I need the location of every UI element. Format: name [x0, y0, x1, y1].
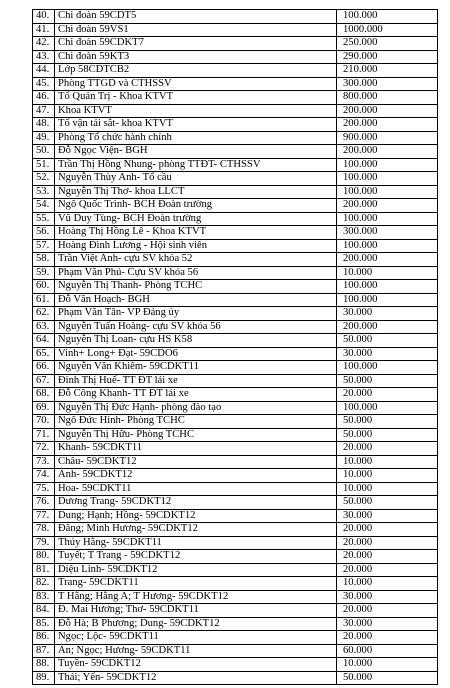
row-number: 89. — [33, 671, 55, 685]
row-number: 85. — [33, 617, 55, 631]
row-number: 47. — [33, 104, 55, 118]
row-number: 72. — [33, 442, 55, 456]
donation-amount: 20.000 — [337, 536, 438, 550]
donor-name: Đinh Thị Huế- TT ĐT lái xe — [55, 374, 337, 388]
row-number: 65. — [33, 347, 55, 361]
donor-name: Chi đoàn 59KT3 — [55, 50, 337, 64]
table-row — [33, 185, 438, 199]
donor-name: Chi đoàn 59VS1 — [55, 23, 337, 37]
row-number: 70. — [33, 415, 55, 429]
donation-amount: 10.000 — [337, 658, 438, 672]
donation-amount: 60.000 — [337, 644, 438, 658]
row-number: 73. — [33, 455, 55, 469]
donation-amount: 20.000 — [337, 563, 438, 577]
table-row — [33, 482, 438, 496]
donor-name: Tổ Quản Trị - Khoa KTVT — [55, 91, 337, 105]
donor-name: Phòng Tổ chức hành chính — [55, 131, 337, 145]
donor-name: Thái; Yến- 59CDKT12 — [55, 671, 337, 685]
row-number: 57. — [33, 239, 55, 253]
row-number: 75. — [33, 482, 55, 496]
row-number: 87. — [33, 644, 55, 658]
table-row — [33, 334, 438, 348]
table-row — [33, 50, 438, 64]
donor-name: Nguyễn Thị Hữu- Phòng TCHC — [55, 428, 337, 442]
row-number: 79. — [33, 536, 55, 550]
donation-amount: 10.000 — [337, 482, 438, 496]
row-number: 88. — [33, 658, 55, 672]
table-row — [33, 523, 438, 537]
donation-table-body — [33, 10, 438, 685]
table-row — [33, 239, 438, 253]
table-row — [33, 563, 438, 577]
donor-name: Hoàng Đình Lương - Hội sinh viên — [55, 239, 337, 253]
table-row — [33, 658, 438, 672]
donation-amount: 300.000 — [337, 77, 438, 91]
donation-amount: 50.000 — [337, 671, 438, 685]
table-row — [33, 631, 438, 645]
table-row — [33, 671, 438, 685]
donation-amount: 20.000 — [337, 631, 438, 645]
donation-amount: 100.000 — [337, 10, 438, 24]
donor-name: Tuyết; T Trang - 59CDKT12 — [55, 550, 337, 564]
donation-amount: 20.000 — [337, 442, 438, 456]
donation-amount: 30.000 — [337, 590, 438, 604]
row-number: 55. — [33, 212, 55, 226]
donation-table — [32, 9, 438, 685]
row-number: 54. — [33, 199, 55, 213]
table-row — [33, 293, 438, 307]
donation-amount: 210.000 — [337, 64, 438, 78]
donor-name: Đ. Mai Hương; Thơ- 59CDKT11 — [55, 604, 337, 618]
table-row — [33, 212, 438, 226]
table-row — [33, 226, 438, 240]
row-number: 60. — [33, 280, 55, 294]
donation-amount: 100.000 — [337, 280, 438, 294]
donor-name: Chi đoàn 59CDKT7 — [55, 37, 337, 51]
table-row — [33, 145, 438, 159]
row-number: 40. — [33, 10, 55, 24]
donation-amount: 30.000 — [337, 509, 438, 523]
row-number: 43. — [33, 50, 55, 64]
donation-amount: 100.000 — [337, 158, 438, 172]
donor-name: Phòng TTGD và CTHSSV — [55, 77, 337, 91]
donation-amount: 290.000 — [337, 50, 438, 64]
table-row — [33, 496, 438, 510]
row-number: 48. — [33, 118, 55, 132]
row-number: 76. — [33, 496, 55, 510]
row-number: 44. — [33, 64, 55, 78]
table-row — [33, 401, 438, 415]
donor-name: Nguyễn Tuấn Hoàng- cựu SV khóa 56 — [55, 320, 337, 334]
donation-amount: 20.000 — [337, 550, 438, 564]
row-number: 77. — [33, 509, 55, 523]
donation-amount: 100.000 — [337, 185, 438, 199]
donation-amount: 900.000 — [337, 131, 438, 145]
table-row — [33, 172, 438, 186]
donor-name: Ngô Đức Hinh- Phòng TCHC — [55, 415, 337, 429]
row-number: 53. — [33, 185, 55, 199]
table-row — [33, 509, 438, 523]
donor-name: Đỗ Công Khanh- TT ĐT lái xe — [55, 388, 337, 402]
table-row — [33, 158, 438, 172]
row-number: 62. — [33, 307, 55, 321]
table-row — [33, 91, 438, 105]
donor-name: Trang- 59CDKT11 — [55, 577, 337, 591]
table-row — [33, 577, 438, 591]
table-row — [33, 442, 438, 456]
table-row — [33, 23, 438, 37]
table-row — [33, 104, 438, 118]
donation-amount: 200.000 — [337, 118, 438, 132]
donation-list-document — [0, 9, 450, 685]
donor-name: Châu- 59CDKT12 — [55, 455, 337, 469]
donor-name: Dung; Hạnh; Hồng- 59CDKT12 — [55, 509, 337, 523]
row-number: 42. — [33, 37, 55, 51]
table-row — [33, 455, 438, 469]
donor-name: Phạm Văn Tân- VP Đảng ủy — [55, 307, 337, 321]
table-row — [33, 320, 438, 334]
row-number: 74. — [33, 469, 55, 483]
table-row — [33, 10, 438, 24]
donation-amount: 20.000 — [337, 388, 438, 402]
row-number: 68. — [33, 388, 55, 402]
table-row — [33, 347, 438, 361]
table-row — [33, 361, 438, 375]
row-number: 78. — [33, 523, 55, 537]
donation-amount: 100.000 — [337, 361, 438, 375]
table-row — [33, 37, 438, 51]
donation-amount: 100.000 — [337, 172, 438, 186]
row-number: 69. — [33, 401, 55, 415]
donation-amount: 50.000 — [337, 496, 438, 510]
table-row — [33, 644, 438, 658]
table-row — [33, 536, 438, 550]
donor-name: An; Ngọc; Hương- 59CDKT11 — [55, 644, 337, 658]
row-number: 71. — [33, 428, 55, 442]
row-number: 81. — [33, 563, 55, 577]
donor-name: Vũ Duy Tùng- BCH Đoàn trường — [55, 212, 337, 226]
row-number: 64. — [33, 334, 55, 348]
table-row — [33, 266, 438, 280]
donor-name: Nguyễn Thị Thơ- khoa LLCT — [55, 185, 337, 199]
donor-name: Lớp 58CDTCB2 — [55, 64, 337, 78]
donation-amount: 800.000 — [337, 91, 438, 105]
donation-amount: 20.000 — [337, 604, 438, 618]
donation-amount: 300.000 — [337, 226, 438, 240]
donor-name: Diệu Linh- 59CDKT12 — [55, 563, 337, 577]
donor-name: Hoàng Thị Hồng Lê - Khoa KTVT — [55, 226, 337, 240]
donor-name: Đỗ Ngọc Viện- BGH — [55, 145, 337, 159]
table-row — [33, 131, 438, 145]
donor-name: Nguyễn Văn Khiêm- 59CDKT11 — [55, 361, 337, 375]
row-number: 61. — [33, 293, 55, 307]
table-row — [33, 374, 438, 388]
donor-name: Trần Thị Hồng Nhung- phòng TTĐT- CTHSSV — [55, 158, 337, 172]
table-row — [33, 64, 438, 78]
table-row — [33, 590, 438, 604]
donor-name: Đỗ Văn Hoạch- BGH — [55, 293, 337, 307]
donation-amount: 10.000 — [337, 469, 438, 483]
donation-amount: 50.000 — [337, 374, 438, 388]
table-row — [33, 307, 438, 321]
table-row — [33, 118, 438, 132]
table-row — [33, 617, 438, 631]
donation-amount: 100.000 — [337, 239, 438, 253]
row-number: 50. — [33, 145, 55, 159]
donor-name: Trần Việt Anh- cựu SV khóa 52 — [55, 253, 337, 267]
table-row — [33, 388, 438, 402]
row-number: 82. — [33, 577, 55, 591]
row-number: 86. — [33, 631, 55, 645]
row-number: 66. — [33, 361, 55, 375]
donation-amount: 100.000 — [337, 293, 438, 307]
donor-name: Thúy Hằng- 59CDKT11 — [55, 536, 337, 550]
row-number: 51. — [33, 158, 55, 172]
donor-name: Hoa- 59CDKT11 — [55, 482, 337, 496]
donation-amount: 50.000 — [337, 334, 438, 348]
donor-name: Phạm Văn Phú- Cựu SV khóa 56 — [55, 266, 337, 280]
donation-amount: 100.000 — [337, 212, 438, 226]
donation-amount: 30.000 — [337, 347, 438, 361]
donor-name: Đỗ Hà; B Phương; Dung- 59CDKT12 — [55, 617, 337, 631]
donor-name: Tổ vận tải sắt- khoa KTVT — [55, 118, 337, 132]
donor-name: Ngọc; Lộc- 59CDKT11 — [55, 631, 337, 645]
donor-name: Đăng; Minh Hương- 59CDKT12 — [55, 523, 337, 537]
donor-name: Khanh- 59CDKT11 — [55, 442, 337, 456]
row-number: 83. — [33, 590, 55, 604]
donor-name: Tuyền- 59CDKT12 — [55, 658, 337, 672]
row-number: 56. — [33, 226, 55, 240]
table-row — [33, 550, 438, 564]
table-row — [33, 428, 438, 442]
table-row — [33, 469, 438, 483]
table-row — [33, 415, 438, 429]
donation-amount: 200.000 — [337, 320, 438, 334]
donation-amount: 10.000 — [337, 266, 438, 280]
donor-name: Nguyễn Thị Thanh- Phòng TCHC — [55, 280, 337, 294]
donation-amount: 200.000 — [337, 199, 438, 213]
row-number: 45. — [33, 77, 55, 91]
table-row — [33, 253, 438, 267]
donor-name: Chi đoàn 59CDT5 — [55, 10, 337, 24]
donation-amount: 10.000 — [337, 577, 438, 591]
donor-name: Nguyễn Thị Loan- cựu HS K58 — [55, 334, 337, 348]
donor-name: T Hằng; Hằng A; T Hương- 59CDKT12 — [55, 590, 337, 604]
table-row — [33, 77, 438, 91]
donation-amount: 20.000 — [337, 523, 438, 537]
donation-amount: 200.000 — [337, 253, 438, 267]
table-row — [33, 604, 438, 618]
row-number: 58. — [33, 253, 55, 267]
donation-amount: 50.000 — [337, 415, 438, 429]
donation-amount: 30.000 — [337, 307, 438, 321]
row-number: 49. — [33, 131, 55, 145]
donor-name: Khoa KTVT — [55, 104, 337, 118]
donor-name: Vinh+ Long+ Đạt- 59CDO6 — [55, 347, 337, 361]
donor-name: Dương Trang- 59CDKT12 — [55, 496, 337, 510]
table-row — [33, 199, 438, 213]
donor-name: Anh- 59CDKT12 — [55, 469, 337, 483]
row-number: 63. — [33, 320, 55, 334]
row-number: 41. — [33, 23, 55, 37]
donation-amount: 10.000 — [337, 455, 438, 469]
donor-name: Ngô Quốc Trình- BCH Đoàn trường — [55, 199, 337, 213]
row-number: 59. — [33, 266, 55, 280]
row-number: 52. — [33, 172, 55, 186]
donation-amount: 1000.000 — [337, 23, 438, 37]
row-number: 67. — [33, 374, 55, 388]
donation-amount: 250.000 — [337, 37, 438, 51]
row-number: 46. — [33, 91, 55, 105]
donation-amount: 200.000 — [337, 145, 438, 159]
donation-amount: 200.000 — [337, 104, 438, 118]
row-number: 84. — [33, 604, 55, 618]
donation-amount: 100.000 — [337, 401, 438, 415]
donor-name: Nguyễn Thùy Anh- Tổ cầu — [55, 172, 337, 186]
donation-amount: 50.000 — [337, 428, 438, 442]
donor-name: Nguyễn Thị Đức Hạnh- phòng đào tạo — [55, 401, 337, 415]
table-row — [33, 280, 438, 294]
row-number: 80. — [33, 550, 55, 564]
donation-amount: 30.000 — [337, 617, 438, 631]
